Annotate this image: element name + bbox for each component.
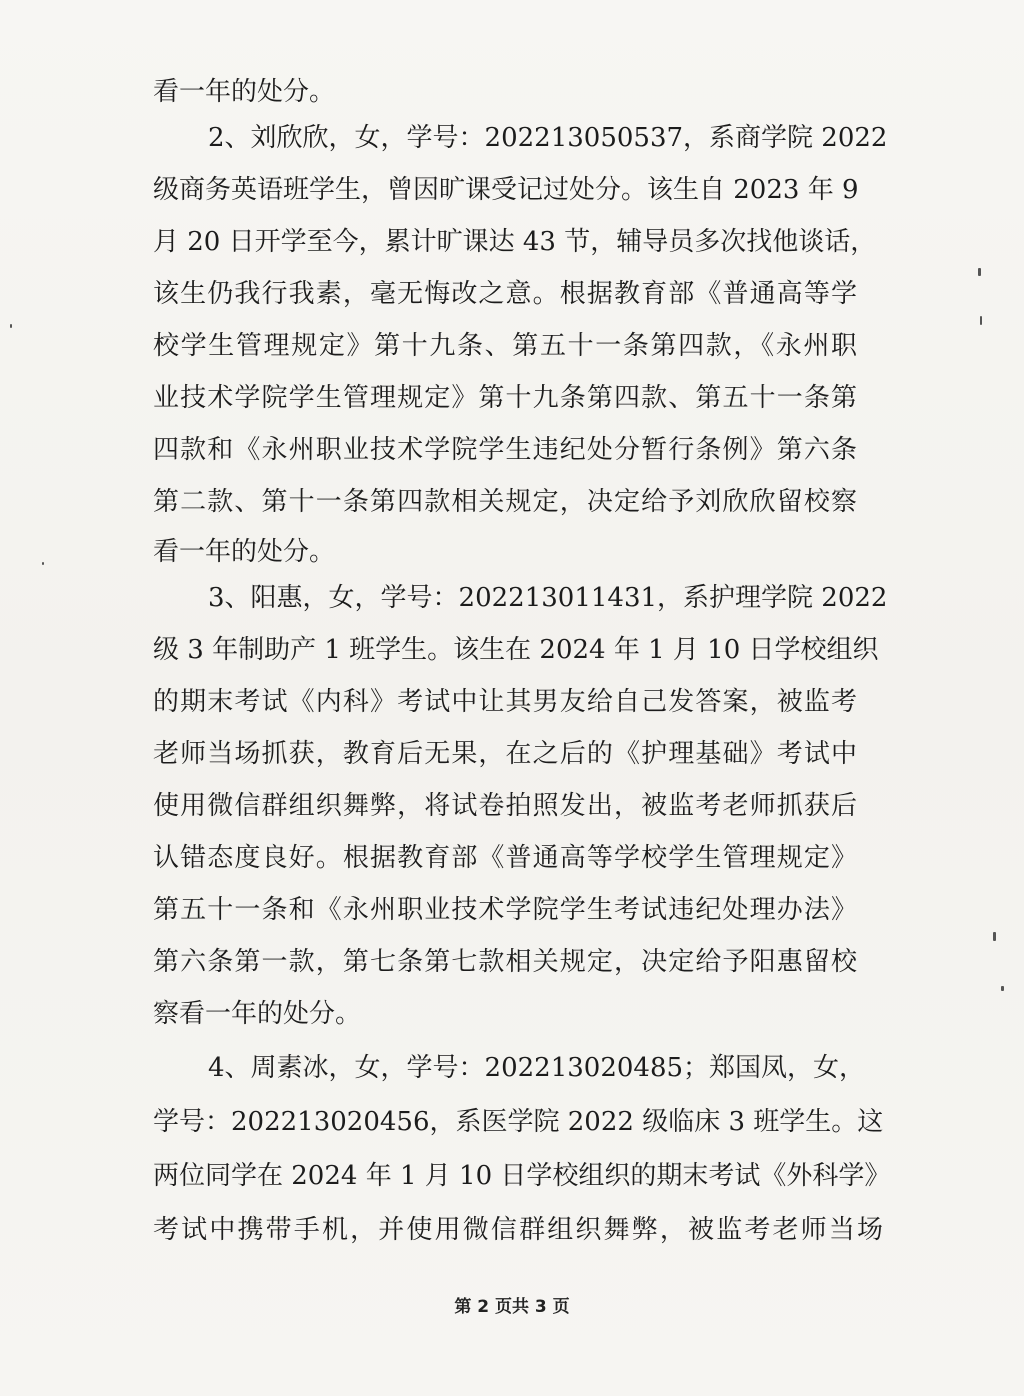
text-line: 的期末考试《内科》考试中让其男友给自己发答案，被监考	[153, 687, 857, 717]
scan-speck	[42, 562, 44, 565]
text-line: 四款和《永州职业技术学院学生违纪处分暂行条例》第六条	[153, 435, 857, 465]
text-line: 认错态度良好。根据教育部《普通高等学校学生管理规定》	[153, 843, 857, 873]
text-line: 老师当场抓获，教育后无果，在之后的《护理基础》考试中	[153, 739, 857, 769]
text-line: 第六条第一款，第七条第七款相关规定，决定给予阳惠留校	[153, 947, 857, 977]
text-line: 校学生管理规定》第十九条、第五十一条第四款，《永州职	[153, 331, 857, 361]
scan-speck	[993, 932, 996, 941]
text-line: 两位同学在 2024 年 1 月 10 日学校组织的期末考试《外科学》	[153, 1161, 891, 1191]
scan-speck	[978, 268, 981, 276]
page-number-footer: 第 2 页共 3 页	[454, 1297, 570, 1317]
text-line: 级商务英语班学生，曾因旷课受记过处分。该生自 2023 年 9	[153, 175, 859, 205]
text-line: 第二款、第十一条第四款相关规定，决定给予刘欣欣留校察	[153, 487, 857, 517]
text-line: 第五十一条和《永州职业技术学院学生考试违纪处理办法》	[153, 895, 857, 925]
text-line: 学号：202213020456，系医学院 2022 级临床 3 班学生。这	[153, 1107, 884, 1137]
text-line: 看一年的处分。	[153, 77, 336, 107]
text-line: 考试中携带手机，并使用微信群组织舞弊，被监考老师当场	[153, 1215, 883, 1245]
scan-speck	[1001, 986, 1004, 991]
text-line: 月 20 日开学至今，累计旷课达 43 节，辅导员多次找他谈话，	[153, 227, 877, 257]
text-line: 4、周素冰，女，学号：202213020485；郑国凤，女，	[208, 1053, 866, 1083]
scan-speck	[10, 324, 12, 328]
text-line: 业技术学院学生管理规定》第十九条第四款、第五十一条第	[153, 383, 857, 413]
text-line: 2、刘欣欣，女，学号：202213050537，系商学院 2022	[208, 123, 888, 153]
text-line: 使用微信群组织舞弊，将试卷拍照发出，被监考老师抓获后	[153, 791, 857, 821]
text-line: 该生仍我行我素，毫无悔改之意。根据教育部《普通高等学	[153, 279, 857, 309]
text-line: 级 3 年制助产 1 班学生。该生在 2024 年 1 月 10 日学校组织	[153, 635, 879, 665]
scan-speck	[980, 316, 982, 325]
text-line: 看一年的处分。	[153, 537, 336, 567]
text-line: 察看一年的处分。	[153, 999, 362, 1029]
text-line: 3、阳惠，女，学号：202213011431，系护理学院 2022	[208, 583, 888, 613]
